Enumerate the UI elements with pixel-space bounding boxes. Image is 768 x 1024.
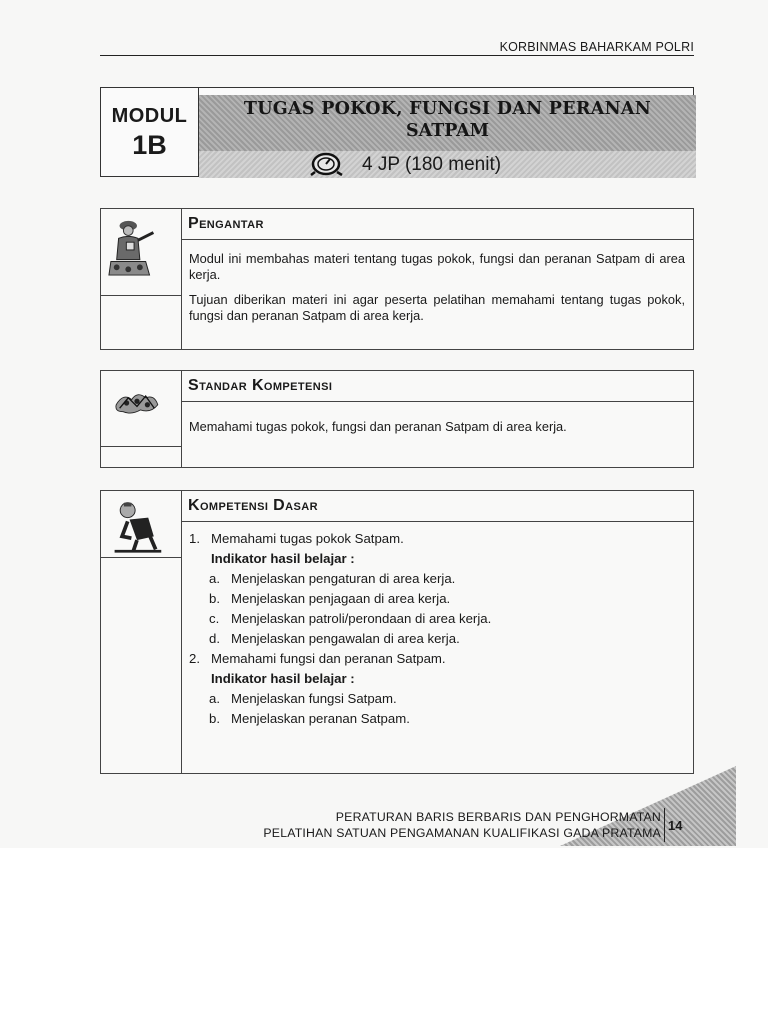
kompetensi-title-bar <box>181 491 693 522</box>
list-item: a. Menjelaskan fungsi Satpam. <box>209 691 397 706</box>
module-id-cell <box>101 88 199 176</box>
standar-text: Memahami tugas pokok, fungsi dan peranan Satpam di area kerja. <box>189 419 567 434</box>
page-number-divider <box>664 808 665 842</box>
module-title-band <box>199 95 696 152</box>
module-title-line2: SATPAM <box>405 121 490 141</box>
indicator-label: Indikator hasil belajar : <box>211 671 355 686</box>
header-rule <box>100 55 694 56</box>
module-title-line1: TUGAS POKOK, FUNGSI DAN PERANAN <box>243 99 652 119</box>
list-item: d. Menjelaskan pengawalan di area kerja. <box>209 631 460 646</box>
footer-line-1: PERATURAN BARIS BERBARIS DAN PENGHORMATAN <box>335 810 661 824</box>
header-organization: KORBINMAS BAHARKAM POLRI <box>499 40 694 54</box>
pengantar-paragraph-2: Tujuan diberikan materi ini agar peserta pelatihan memahami tentang tugas pokok, fungsi dan peranan Satpam di area kerja. <box>189 292 685 323</box>
module-label: MODUL <box>111 105 188 127</box>
list-item: b. Menjelaskan penjagaan di area kerja. <box>209 591 451 606</box>
module-number: 1B <box>132 130 167 160</box>
kompetensi-list <box>189 529 685 729</box>
section-kompetensi-dasar <box>100 490 694 774</box>
list-item: 1. Memahami tugas pokok Satpam. <box>189 531 404 546</box>
section-standar-kompetensi <box>100 370 694 468</box>
clock-icon <box>309 152 345 176</box>
indicator-label: Indikator hasil belajar : <box>211 551 355 566</box>
list-item: 2. Memahami fungsi dan peranan Satpam. <box>189 651 446 666</box>
kompetensi-title: Kompetensi Dasar <box>188 497 318 514</box>
list-item: a. Menjelaskan pengaturan di area kerja. <box>209 571 456 586</box>
standar-icon-cell <box>101 371 182 467</box>
pengantar-paragraph-1: Modul ini membahas materi tentang tugas pokok, fungsi dan peranan Satpam di area kerja. <box>189 251 685 282</box>
footer-line-2: PELATIHAN SATUAN PENGAMANAN KUALIFIKASI GADA PRATAMA <box>263 826 661 840</box>
standar-title-bar <box>181 371 693 402</box>
section-pengantar <box>100 208 694 350</box>
duration-text: 4 JP (180 menit) <box>362 154 502 175</box>
module-header <box>100 87 694 177</box>
kompetensi-icon-cell <box>101 491 182 773</box>
pengantar-title: Pengantar <box>188 215 264 232</box>
presenter-icon <box>107 217 165 279</box>
list-item: c. Menjelaskan patroli/perondaan di area kerja. <box>209 611 492 626</box>
standar-title: Standar Kompetensi <box>188 377 333 394</box>
worker-icon <box>109 499 165 555</box>
competency-icon <box>111 385 163 421</box>
page-number: 14 <box>668 818 683 833</box>
pengantar-icon-cell <box>101 209 182 349</box>
standar-body <box>189 419 685 444</box>
pengantar-body <box>189 251 685 333</box>
pengantar-title-bar <box>181 209 693 240</box>
list-item: b. Menjelaskan peranan Satpam. <box>209 711 410 726</box>
duration-band <box>199 151 696 178</box>
